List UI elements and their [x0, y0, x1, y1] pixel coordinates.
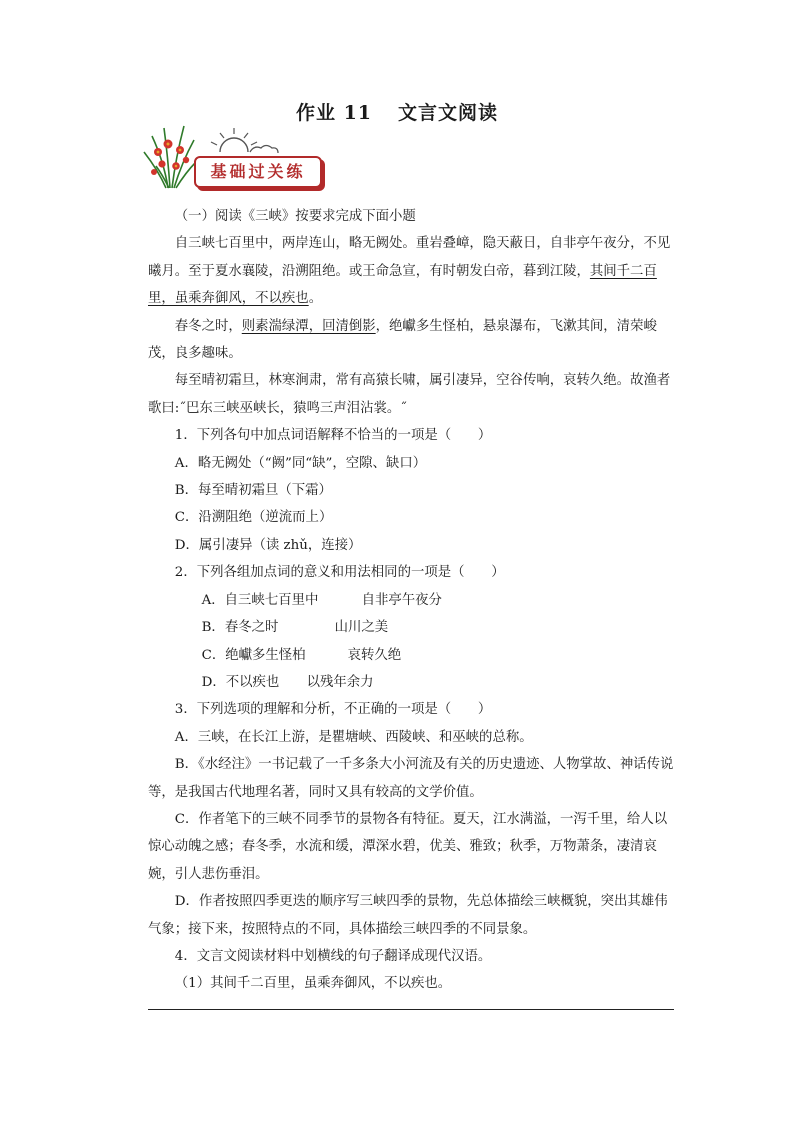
section-heading: （一）阅读《三峡》按要求完成下面小题 [174, 209, 416, 224]
passage-text: 。 [308, 291, 323, 307]
question-3-option-b: B．《水经注》一书记载了一千多条大小河流及有关的历史遗迹、人物掌故、神话传说等，是我国古代地理名著，同时又具有较高的文学价值。 [148, 757, 674, 800]
passage-text: 春冬之时， [174, 318, 242, 334]
passage-text: 自三峡七百里中，两岸连山，略无阙处。重岩叠嶂，隐天蔽日，自非亭午夜分，不见曦月。至于夏水襄陵，沿溯阻绝。或王命急宣，有时朝发白帝，暮到江陵， [148, 236, 671, 279]
section-badge-decoration [138, 122, 338, 192]
question-2-option-a [148, 587, 674, 614]
option-right: 以残年余力 [306, 674, 374, 690]
option-right: 自非亭午夜分 [361, 592, 442, 608]
passage-text: ，绝巘多生怪柏，悬泉瀑布，飞漱其间，清荣峻茂，良多趣味。 [148, 318, 657, 362]
question-3-option-a: A．三峡，在长江上游，是瞿塘峡、西陵峡、和巫峡的总称。 [174, 729, 533, 745]
question-1-option-d: D．属引凄异（读 zhǔ，连接） [174, 537, 362, 553]
question-4-sub-1: （1）其间千二百里，虽乘奔御风，不以疾也。 [174, 976, 452, 992]
passage-paragraph-1 [148, 230, 674, 312]
question-3-option-c: C．作者笔下的三峡不同季节的景物各有特征。夏天，江水满溢，一泻千里，给人以惊心动魄之感；春冬季，水流和缓，潭深水碧，优美、雅致；秋季，万物萧条，凄清哀婉，引人悲伤垂泪。 [148, 811, 668, 882]
question-3-stem: 3．下列选项的理解和分析，不正确的一项是（ ） [174, 702, 492, 718]
option-left: D．不以疾也 [201, 674, 280, 690]
option-right: 山川之美 [334, 620, 389, 636]
question-2-stem: 2．下列各组加点词的意义和用法相同的一项是（ ） [174, 565, 505, 581]
option-right: 哀转久绝 [347, 647, 402, 663]
reading-content [148, 203, 674, 998]
answer-line[interactable] [148, 1009, 674, 1010]
question-1-option-a: A．略无阙处（“阙”同“缺”，空隙、缺口） [174, 455, 427, 471]
page-title [0, 98, 794, 125]
title-part2: 文言文阅读 [398, 102, 499, 124]
underlined-sentence-1: 其间千二百里，虽乘奔御风，不以疾也 [148, 263, 657, 307]
section-badge: 基础过关练 [194, 156, 322, 188]
underlined-sentence-2: 则素湍绿潭，回清倒影 [241, 318, 376, 334]
question-3-option-d: D．作者按照四季更迭的顺序写三峡四季的景物，先总体描绘三峡概貌，突出其雄伟气象；接下来，按照特点的不同，具体描绘三峡四季的不同景象。 [148, 894, 668, 937]
question-2-option-c [148, 642, 674, 669]
question-2-option-d [148, 669, 674, 696]
option-left: A．自三峡七百里中 [201, 592, 319, 608]
question-1-stem: 1．下列各句中加点词语解释不恰当的一项是（ ） [174, 428, 492, 444]
question-4-stem: 4．文言文阅读材料中划横线的句子翻译成现代汉语。 [174, 948, 492, 964]
question-2-option-b [148, 614, 674, 641]
passage-paragraph-2 [148, 313, 674, 368]
question-1-option-b: B．每至晴初霜旦（下霜） [174, 483, 332, 499]
question-1-option-c: C．沿溯阻绝（逆流而上） [174, 510, 333, 526]
option-left: C．绝巘多生怪柏 [201, 647, 306, 663]
passage-paragraph-3: 每至晴初霜旦，林寒涧肃，常有高猿长啸，属引凄异，空谷传响，哀转久绝。故渔者歌曰:˝巴东三峡巫峡长，猿鸣三声泪沾裳。˝ [148, 373, 671, 416]
title-part1: 作业 11 [295, 102, 373, 124]
option-left: B．春冬之时 [201, 620, 279, 636]
